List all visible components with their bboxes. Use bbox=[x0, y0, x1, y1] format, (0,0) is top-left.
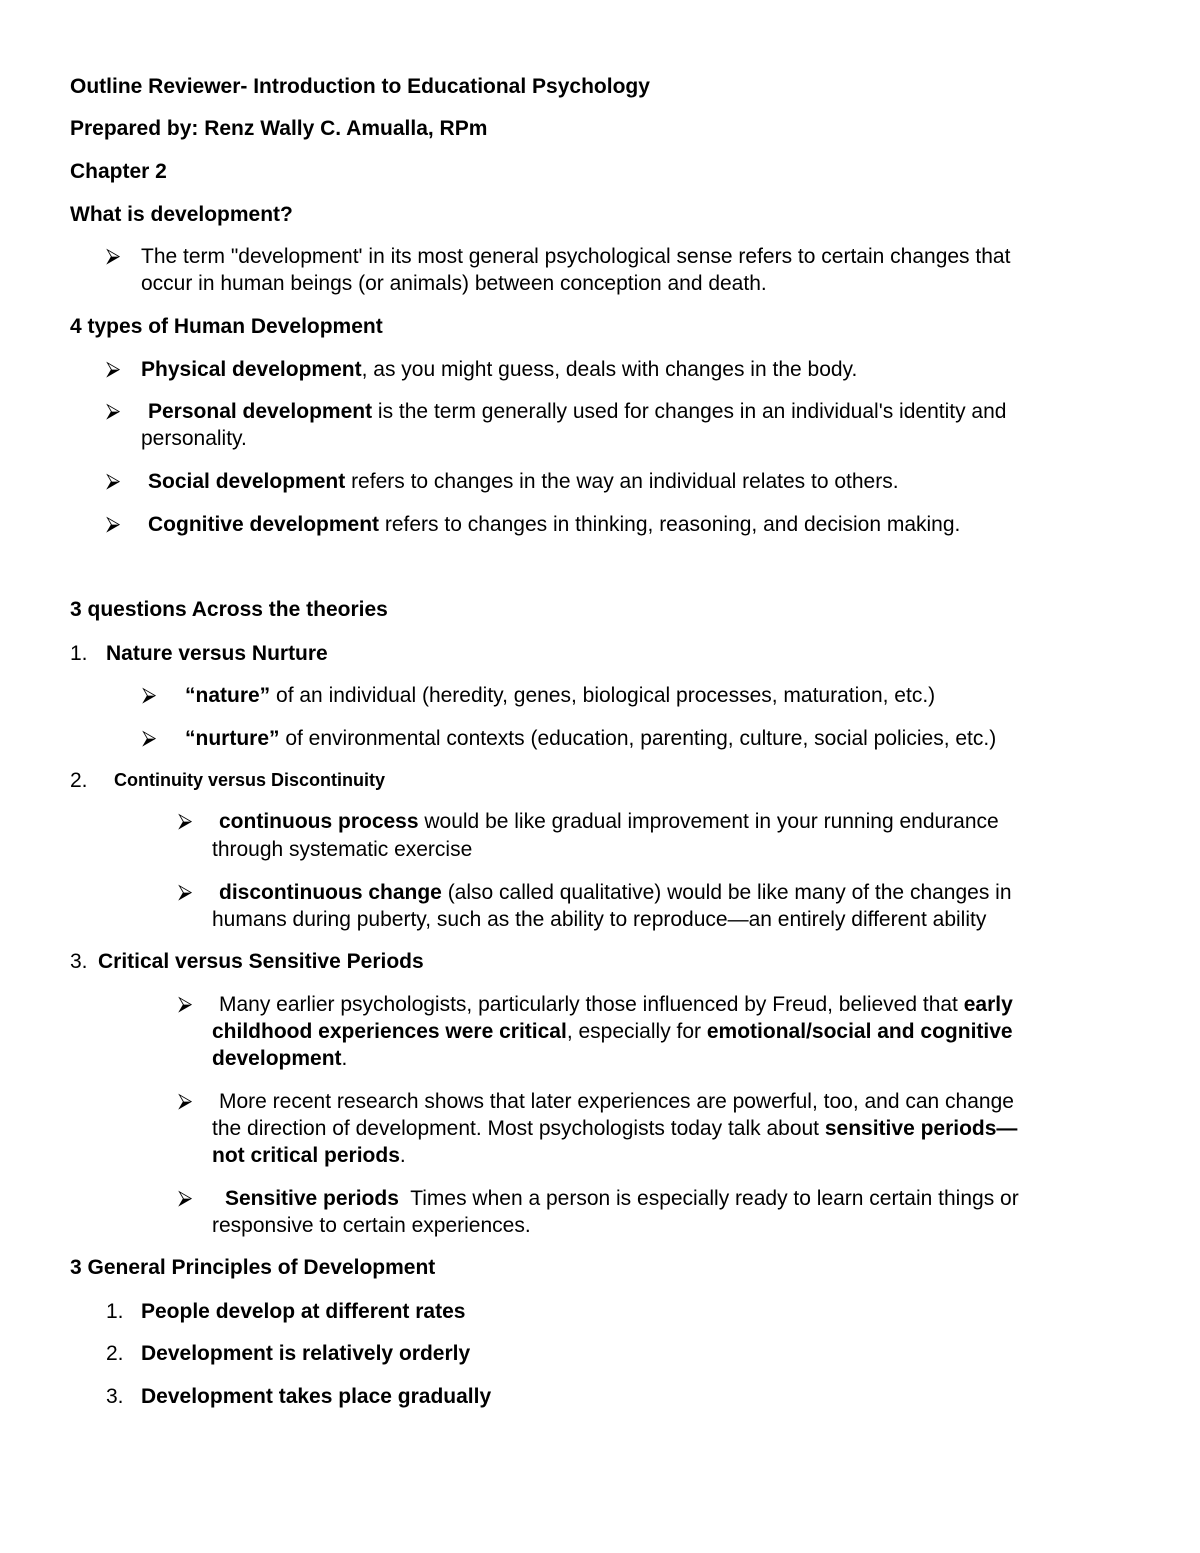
bullet-social-development bbox=[148, 468, 899, 495]
list-number: 2. bbox=[106, 1342, 124, 1365]
freud-emphasis: childhood experiences were critical bbox=[212, 1020, 567, 1043]
freud-text: . bbox=[341, 1047, 348, 1070]
freud-text: Many earlier psychologists, particularly those influenced by Freud, believed that bbox=[219, 993, 964, 1016]
question-continuity-vs-discontinuity: Continuity versus Discontinuity bbox=[114, 770, 386, 790]
development-definition-line1: The term "development' in its most general psychological sense refers to certain changes that bbox=[141, 245, 1011, 268]
bullet-recent-research-line2 bbox=[212, 1115, 1017, 1142]
discontinuous-description-line2: humans during puberty, such as the ability to reproduce—an entirely different ability bbox=[212, 908, 987, 931]
heading-types-of-development: 4 types of Human Development bbox=[70, 315, 383, 338]
bullet-freud-line2 bbox=[212, 1018, 1013, 1045]
term-nurture: “nurture” bbox=[185, 727, 280, 750]
personal-description: is the term generally used for changes in an individual's identity and bbox=[372, 400, 1007, 423]
bullet-personal-development bbox=[148, 398, 1006, 425]
term-personal-development: Personal development bbox=[148, 400, 373, 423]
term-nature: “nature” bbox=[185, 684, 271, 707]
list-number: 3. bbox=[70, 950, 88, 973]
freud-emphasis: emotional/social and cognitive bbox=[706, 1020, 1013, 1043]
arrow-bullet-icon: ⮚ bbox=[178, 881, 193, 903]
term-physical-development: Physical development bbox=[141, 358, 362, 381]
recent-text: the direction of development. Most psychologists today talk about bbox=[212, 1117, 825, 1140]
heading-questions-across-theories: 3 questions Across the theories bbox=[70, 598, 388, 621]
freud-text: , especially for bbox=[566, 1020, 707, 1043]
arrow-bullet-icon: ⮚ bbox=[106, 513, 121, 535]
bullet-cognitive-development bbox=[148, 511, 960, 538]
principle-item: Development takes place gradually bbox=[141, 1385, 492, 1408]
nature-description: of an individual (heredity, genes, biological processes, maturation, etc.) bbox=[270, 684, 936, 707]
recent-emphasis: sensitive periods— bbox=[824, 1117, 1018, 1140]
bullet-freud-line3 bbox=[212, 1045, 347, 1072]
bullet-sensitive-periods bbox=[225, 1185, 1019, 1212]
bullet-physical-development bbox=[141, 356, 857, 383]
arrow-bullet-icon: ⮚ bbox=[106, 400, 121, 422]
sensitive-description-line2: responsive to certain experiences. bbox=[212, 1214, 531, 1237]
bullet-discontinuous-change bbox=[219, 879, 1012, 906]
cognitive-description: refers to changes in thinking, reasoning, and decision making. bbox=[379, 513, 961, 536]
social-description: refers to changes in the way an individual relates to others. bbox=[345, 470, 899, 493]
bullet-nurture bbox=[185, 725, 996, 752]
question-critical-vs-sensitive: Critical versus Sensitive Periods bbox=[98, 950, 424, 973]
bullet-nature bbox=[185, 682, 935, 709]
list-number: 2. bbox=[70, 769, 88, 792]
discontinuous-description: (also called qualitative) would be like many of the changes in bbox=[441, 881, 1012, 904]
bullet-continuous-process bbox=[219, 808, 999, 835]
arrow-bullet-icon: ⮚ bbox=[106, 358, 121, 380]
list-number: 3. bbox=[106, 1385, 124, 1408]
arrow-bullet-icon: ⮚ bbox=[178, 1187, 193, 1209]
recent-text: . bbox=[399, 1144, 406, 1167]
list-number: 1. bbox=[70, 642, 88, 665]
continuous-description: would be like gradual improvement in your running endurance bbox=[418, 810, 999, 833]
question-nature-vs-nurture: Nature versus Nurture bbox=[106, 642, 328, 665]
arrow-bullet-icon: ⮚ bbox=[106, 245, 121, 267]
term-discontinuous-change: discontinuous change bbox=[219, 881, 442, 904]
bullet-freud-line1 bbox=[219, 991, 1013, 1018]
heading-what-is-development: What is development? bbox=[70, 203, 293, 226]
arrow-bullet-icon: ⮚ bbox=[178, 993, 193, 1015]
arrow-bullet-icon: ⮚ bbox=[178, 1090, 193, 1112]
arrow-bullet-icon: ⮚ bbox=[142, 727, 157, 749]
principle-item: Development is relatively orderly bbox=[141, 1342, 471, 1365]
arrow-bullet-icon: ⮚ bbox=[106, 470, 121, 492]
arrow-bullet-icon: ⮚ bbox=[178, 810, 193, 832]
bullet-recent-research-line3 bbox=[212, 1142, 406, 1169]
bullet-recent-research-line1: More recent research shows that later experiences are powerful, too, and can change bbox=[219, 1090, 1014, 1113]
principle-item: People develop at different rates bbox=[141, 1300, 466, 1323]
nurture-description: of environmental contexts (education, parenting, culture, social policies, etc.) bbox=[279, 727, 997, 750]
freud-emphasis: early bbox=[963, 993, 1013, 1016]
arrow-bullet-icon: ⮚ bbox=[142, 684, 157, 706]
list-number: 1. bbox=[106, 1300, 124, 1323]
heading-general-principles: 3 General Principles of Development bbox=[70, 1256, 436, 1279]
term-continuous-process: continuous process bbox=[219, 810, 419, 833]
recent-emphasis: not critical periods bbox=[212, 1144, 400, 1167]
sensitive-description: Times when a person is especially ready to learn certain things or bbox=[398, 1187, 1019, 1210]
chapter-label: Chapter 2 bbox=[70, 160, 167, 183]
term-social-development: Social development bbox=[148, 470, 346, 493]
prepared-by: Prepared by: Renz Wally C. Amualla, RPm bbox=[70, 117, 488, 140]
personal-description-line2: personality. bbox=[141, 427, 247, 450]
term-cognitive-development: Cognitive development bbox=[148, 513, 380, 536]
term-sensitive-periods: Sensitive periods bbox=[225, 1187, 399, 1210]
freud-emphasis: development bbox=[212, 1047, 342, 1070]
development-definition-line2: occur in human beings (or animals) between conception and death. bbox=[141, 272, 767, 295]
document-title: Outline Reviewer- Introduction to Educational Psychology bbox=[70, 75, 650, 98]
physical-description: , as you might guess, deals with changes in the body. bbox=[361, 358, 858, 381]
continuous-description-line2: through systematic exercise bbox=[212, 838, 473, 861]
